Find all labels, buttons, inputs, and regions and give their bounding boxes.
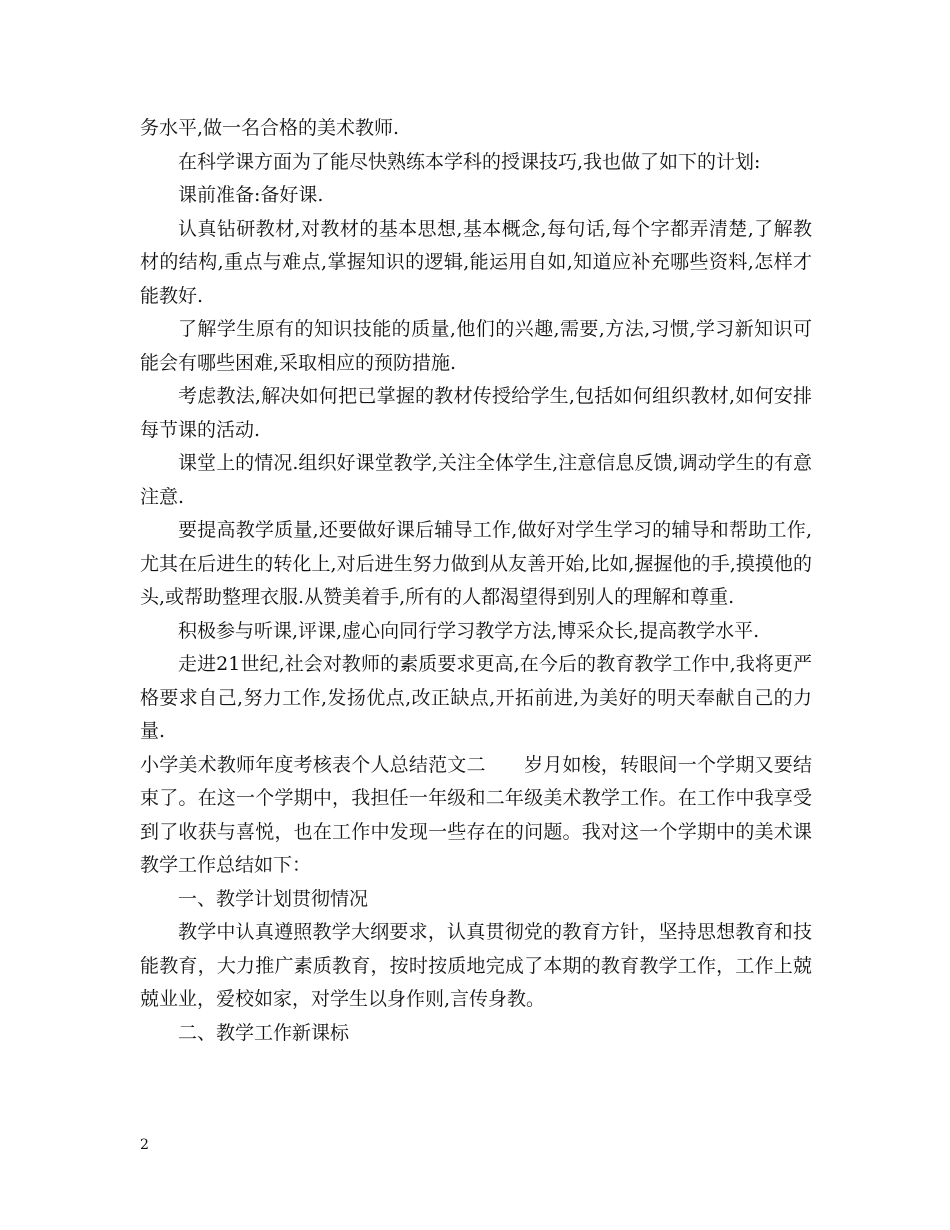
paragraph: 在科学课方面为了能尽快熟练本学科的授课技巧,我也做了如下的计划: bbox=[178, 150, 761, 173]
paragraph: 务水平,做一名合格的美术教师. bbox=[140, 117, 400, 139]
paragraph: 了解学生原有的知识技能的质量,他们的兴趣,需要,方法,习惯,学习新知识可能会有哪些困难,采取相应的预防措施. bbox=[140, 318, 812, 374]
section-heading-paragraph: 小学美术教师年度考核表个人总结范文二 岁月如梭，转眼间一个学期又要结束了。在这一个学期中，我担任一年级和二年级美术教学工作。在工作中我享受到了收获与喜悦，也在工作中发现一些存在的问题。我对这一个学期中的美术课教学工作总结如下： bbox=[140, 753, 812, 876]
paragraph: 教学中认真遵照教学大纲要求，认真贯彻党的教育方针，坚持思想教育和技能教育，大力推广素质教育，按时按质地完成了本期的教育教学工作，工作上兢兢业业，爱校如家，对学生以身作则,言传身教。 bbox=[140, 921, 812, 1010]
document-body bbox=[140, 112, 812, 1050]
paragraph: 要提高教学质量,还要做好课后辅导工作,做好对学生学习的辅导和帮助工作,尤其在后进生的转化上,对后进生努力做到从友善开始,比如,握握他的手,摸摸他的头,或帮助整理衣服.从赞美着手,所有的人都渴望得到别人的理解和尊重. bbox=[140, 519, 812, 608]
paragraph: 走进21世纪,社会对教师的素质要求更高,在今后的教育教学工作中,我将更严格要求自己,努力工作,发扬优点,改正缺点,开拓前进,为美好的明天奉献自己的力量. bbox=[140, 653, 812, 742]
paragraph: 积极参与听课,评课,虚心向同行学习教学方法,博采众长,提高教学水平. bbox=[178, 619, 760, 642]
page-number: 2 bbox=[140, 1137, 149, 1153]
paragraph: 课前准备:备好课. bbox=[178, 184, 324, 206]
paragraph: 课堂上的情况.组织好课堂教学,关注全体学生,注意信息反馈,调动学生的有意注意. bbox=[140, 452, 812, 508]
paragraph: 考虑教法,解决如何把已掌握的教材传授给学生,包括如何组织教材,如何安排每节课的活动. bbox=[140, 385, 812, 441]
paragraph: 认真钻研教材,对教材的基本思想,基本概念,每句话,每个字都弄清楚,了解教材的结构,重点与难点,掌握知识的逻辑,能运用自如,知道应补充哪些资料,怎样才能教好. bbox=[140, 217, 812, 307]
section-heading: 二、教学工作新课标 bbox=[178, 1021, 350, 1044]
section-heading: 一、教学计划贯彻情况 bbox=[178, 887, 369, 910]
